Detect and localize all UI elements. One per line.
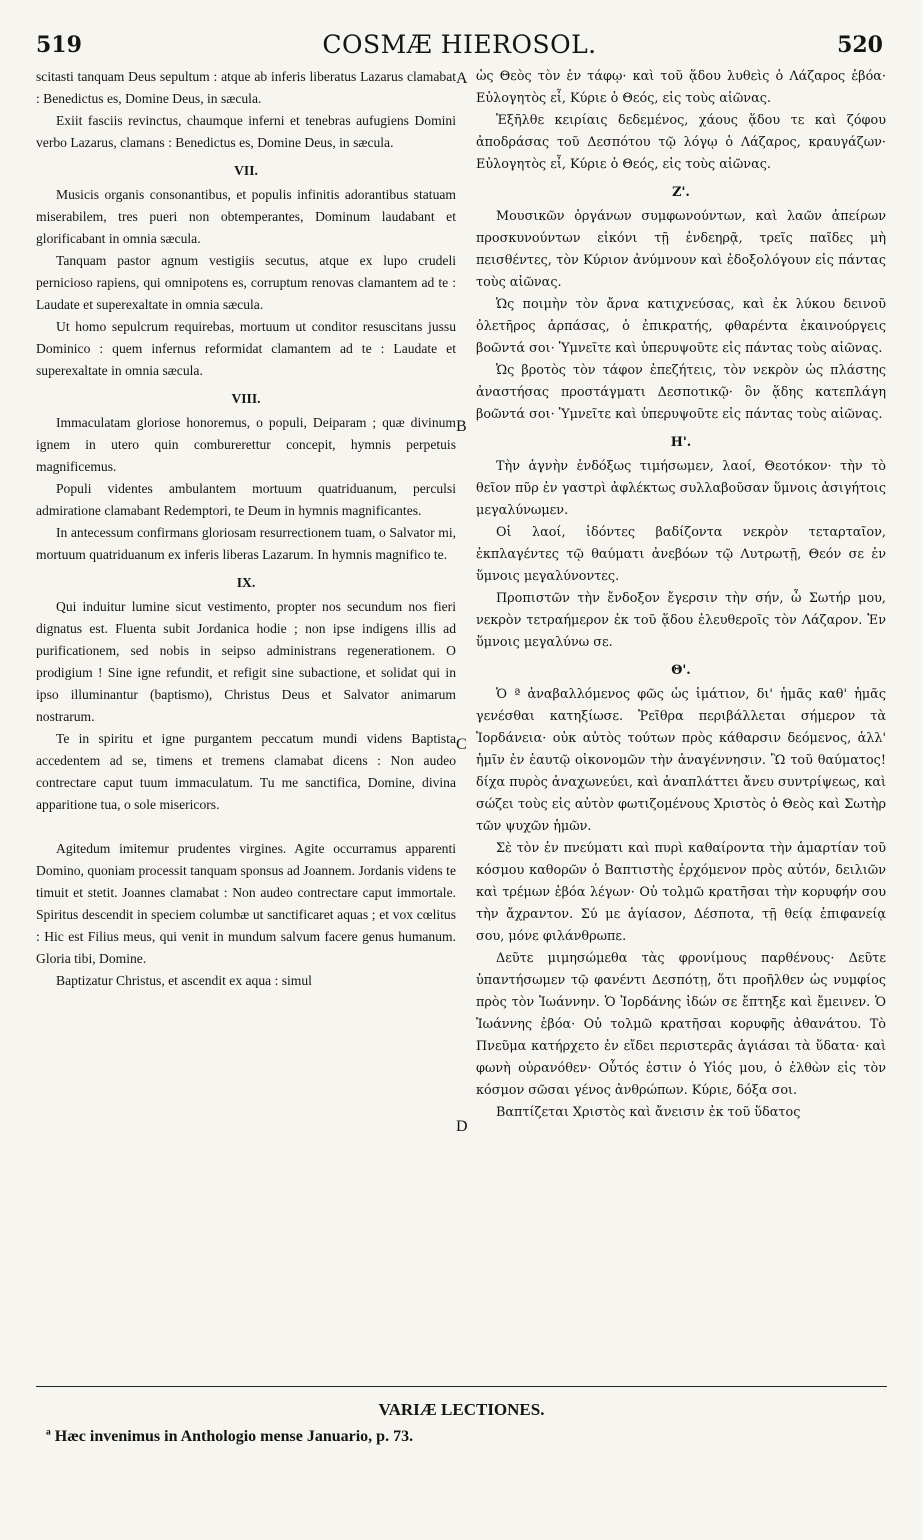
- latin-section-heading: IX.: [236, 575, 256, 590]
- page-number-right: 520: [837, 32, 883, 58]
- greek-paragraph: Ὁ ª ἀναβαλλόμενος φῶς ὡς ἱμάτιον, δι' ἡμᾶς καθ' ἡμᾶς γενέσθαι κατηξίωσε. Ῥεῖθρα περιβάλλεται σήμερον τὰ Ἰορδάνεια· οὐκ αὐτὸς τούτων πρὸς κάθαρσιν δεόμενος, ἀλλ' ἡμῖν ἐν ἑαυτῷ οἰκονομῶν τὴν ἀναγέννησιν. Ὢ τοῦ θαύματος! δίχα πυρὸς ἀναχωνεύει, καὶ ἀναπλάττει ἄνευ συντρίψεως, καὶ σώζει τοὺς εἰς αὐτὸν φωτιζομένους Χριστὸς ὁ Θεὸς καὶ Σωτὴρ τῶν ψυχῶν ἡμῶν.: [476, 687, 886, 834]
- greek-section-heading: Θ'.: [671, 663, 691, 678]
- margin-letter-a: A: [456, 70, 468, 87]
- greek-paragraph: Δεῦτε μιμησώμεθα τὰς φρονίμους παρθένους· Δεῦτε ὑπαντήσωμεν τῷ φανέντι Δεσπότῃ, ὅτι προῆλθεν ὡς νυμφίος πρὸς τὸν Ἰωάννην. Ὁ Ἰορδάνης ἰδών σε ἔπτηξε καὶ ἔμεινεν. Ὁ Ἰωάννης ἐβόα· Οὐ τολμῶ κρατῆσαι κορυφῆς ἀθανάτου. Τὸ Πνεῦμα κατήρχετο ἐν εἴδει περιστερᾶς ἁγιάσαι τὰ ὕδατα· καὶ φωνὴ οὐρανόθεν· Οὗτός ἐστιν ὁ Υἱός μου, ὁ ἐλθὼν εἰς τὸν κόσμον σῶσαι γένος ἀνθρώπων. Κύριε, δόξα σοι.: [476, 951, 886, 1098]
- greek-paragraph: Τὴν ἁγνὴν ἐνδόξως τιμήσωμεν, λαοί, Θεοτόκον· τὴν τὸ θεῖον πῦρ ἐν γαστρὶ ἀφλέκτως συλλαβοῦσαν ὕμνοις ἀσιγήτοις μεγαλύνωμεν.: [476, 459, 886, 518]
- running-title: COSMÆ HIEROSOL.: [322, 30, 597, 59]
- greek-paragraph: Ὡς ποιμὴν τὸν ἄρνα κατιχνεύσας, καὶ ἐκ λύκου δεινοῦ ὀλετῆρος ἁρπάσας, ὁ ἐπικρατής, φθαρέντα ἐκαινούργεις βοῶντά σοι· Ὑμνεῖτε καὶ ὑπερυψοῦτε εἰς πάντας τοὺς αἰῶνας.: [476, 297, 886, 356]
- greek-paragraph: Βαπτίζεται Χριστὸς καὶ ἄνεισιν ἐκ τοῦ ὕδατος: [496, 1105, 801, 1120]
- latin-column: [36, 66, 456, 1378]
- latin-paragraph: Musicis organis consonantibus, et populis infinitis adorantibus statuam miserabilem, tres pueri non obtemperantes, Dominum laudabant et glorificabant in omnia sæcula.: [36, 187, 456, 246]
- latin-paragraph: Exiit fasciis revinctus, chaumque inferni et tenebras aufugiens Domini verbo Lazarus, clamans : Benedictus es, Domine Deus, in sæcula.: [36, 113, 456, 150]
- greek-paragraph: Σὲ τὸν ἐν πνεύματι καὶ πυρὶ καθαίροντα τὴν ἁμαρτίαν τοῦ κόσμου καθορῶν ὁ Βαπτιστὴς ἐρχόμενον πρὸς αὐτόν, δειλιῶν καὶ τρέμων ἐβόα λέγων· Οὐ τολμῶ κρατῆσαι τὴν κορυφήν σου τὴν ἄχραντον. Σύ με ἁγίασον, Δέσποτα, τῇ θείᾳ ἐπιφανείᾳ σου, μόνε φιλάνθρωπε.: [476, 841, 886, 944]
- greek-paragraph: Μουσικῶν ὀργάνων συμφωνούντων, καὶ λαῶν ἀπείρων προσκυνούντων εἰκόνι τῇ ἐνδεηρᾷ, τρεῖς παῖδες μὴ πεισθέντες, τὸν Κύριον ἀνύμνουν καὶ ἐδοξολόγουν εἰς πάντας τοὺς αἰῶνας.: [476, 209, 886, 290]
- greek-paragraph: ὡς Θεὸς τὸν ἐν τάφῳ· καὶ τοῦ ᾅδου λυθεὶς ὁ Λάζαρος ἐβόα· Εὐλογητὸς εἶ, Κύριε ὁ Θεός, εἰς τοὺς αἰῶνας.: [476, 69, 886, 106]
- variae-lectiones-note: ª Hæc invenimus in Anthologio mense Januario, p. 73.: [46, 1428, 414, 1445]
- margin-letter-b: B: [456, 418, 467, 435]
- latin-section-heading: VII.: [234, 163, 258, 178]
- latin-paragraph: In antecessum confirmans gloriosam resurrectionem tuam, o Salvator mi, mortuum quatriduanum ex inferis liberas Lazarum. In hymnis magnifico te.: [36, 525, 456, 562]
- greek-paragraph: Προπιστῶν τὴν ἔνδοξον ἔγερσιν τὴν σήν, ὦ Σωτήρ μου, νεκρὸν τετραήμερον ἐκ τοῦ ᾅδου ἐλευθεροῖς τὸν Λάζαρον. Ἐν ὕμνοις μεγαλύνω σε.: [476, 591, 886, 650]
- greek-section-heading: Η'.: [670, 435, 692, 450]
- page-number-left: 519: [36, 32, 82, 58]
- greek-paragraph: Οἱ λαοί, ἰδόντες βαδίζοντα νεκρὸν τεταρταῖον, ἐκπλαγέντες τῷ θαύματι ἀνεβόων τῷ Λυτρωτῇ, Θεόν σε ἐν ὕμνοις μεγαλύνοντες.: [476, 525, 886, 584]
- latin-paragraph: Agitedum imitemur prudentes virgines. Agite occurramus apparenti Domino, quoniam processit tanquam sponsus ad Joannem. Jordanis videns te timuit et stetit. Joannes clamabat : Non audeo contrectare caput immortale. Spiritus descendit in speciem columbæ ut sanctificaret aquas ; et vox cœlitus : Hic est Filius meus, qui venit in mundum salvum facere genus humanum. Gloria tibi, Domine.: [36, 841, 456, 966]
- latin-section-heading: VIII.: [231, 391, 261, 406]
- latin-paragraph: Te in spiritu et igne purgantem peccatum mundi videns Baptista accedentem ad se, timens et tremens clamabat dicens : Non audeo contrectare caput tuum immaculatum. Tu me sanctifica, Domine, divina apparitione tua, o sole misericors.: [36, 731, 456, 812]
- latin-paragraph: Populi videntes ambulantem mortuum quatriduanum, perculsi admiratione clamabant Redemptori, te Deum in hymnis magnificantes.: [36, 481, 456, 518]
- latin-paragraph: Ut homo sepulcrum requirebas, mortuum ut conditor resuscitans jussu Dominico : quem infernus reformidat clamantem ad te : Laudate et superexaltate in omnia sæcula.: [36, 319, 456, 378]
- page-header: [36, 30, 883, 64]
- greek-paragraph: Ἐξῆλθε κειρίαις δεδεμένος, χάους ᾅδου τε καὶ ζόφου ἀποδράσας τοῦ Δεσπότου τῷ λόγῳ ὁ Λάζαρος, κραυγάζων· Εὐλογητὸς εἶ, Κύριε ὁ Θεός, εἰς τοὺς αἰῶνας.: [476, 113, 886, 172]
- margin-letter-d: D: [456, 1118, 468, 1135]
- latin-paragraph: Baptizatur Christus, et ascendit ex aqua : simul: [56, 973, 312, 988]
- greek-column: [476, 66, 886, 1378]
- greek-section-heading: Ζ'.: [672, 185, 690, 200]
- latin-paragraph: Immaculatam gloriose honoremus, o populi, Deiparam ; quæ divinum ignem in utero quin comburerettur concepit, hymnis perpetuis magnificemus.: [36, 415, 456, 474]
- latin-paragraph: scitasti tanquam Deus sepultum : atque ab inferis liberatus Lazarus clamabat : Benedictus es, Domine Deus, in sæcula.: [36, 69, 456, 106]
- latin-paragraph: Tanquam pastor agnum vestigiis secutus, atque ex lupo crudeli pernicioso rapiens, qui omnipotens es, corruptum renovas clamantem ad te : Laudate et superexaltate in omnia sæcula.: [36, 253, 456, 312]
- footnote-divider: [36, 1386, 887, 1387]
- latin-spacer: [36, 816, 456, 838]
- latin-paragraph: Qui induitur lumine sicut vestimento, propter nos secundum nos fieri dignatus est. Fluenta subit Jordanica hodie ; non ipse indigens illis ad purificationem, sed nobis in seipso administrans regenerationem. O prodigium ! Sine igne refundit, et refigit sine subactione, et solidat qui in ipso illuminantur (baptismo), Christus Deus et Salvator animarum nostrarum.: [36, 599, 456, 724]
- greek-paragraph: Ὡς βροτὸς τὸν τάφον ἐπεζήτεις, τὸν νεκρὸν ὡς πλάστης ἀναστήσας προστάγματι Δεσποτικῷ· ὃν ᾅδης κατεπλάγη βοῶντά σοι· Ὑμνεῖτε καὶ ὑπερυψοῦτε εἰς πάντας τοὺς αἰῶνας.: [476, 363, 886, 422]
- variae-lectiones-title: VARIÆ LECTIONES.: [378, 1400, 545, 1419]
- margin-letter-c: C: [456, 736, 467, 753]
